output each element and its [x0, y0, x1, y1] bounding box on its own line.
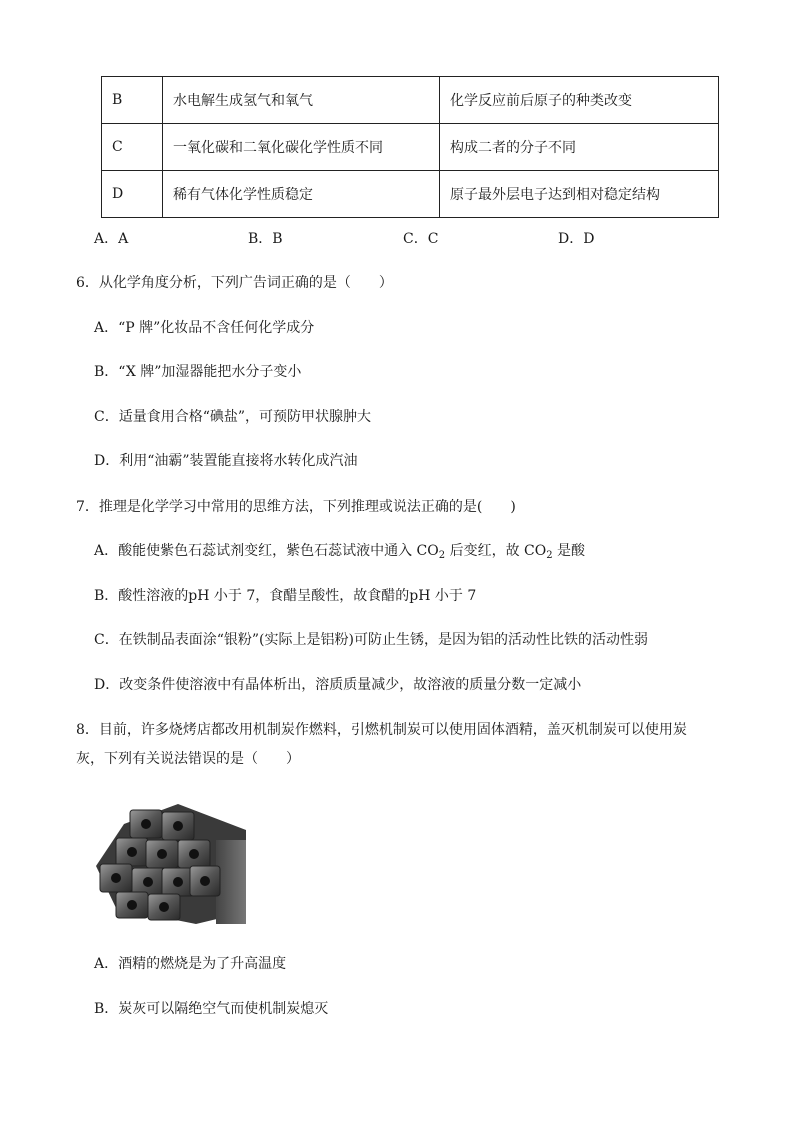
row-label: D: [102, 171, 163, 218]
q5-choice-a: A．A: [94, 231, 129, 247]
q5-choice-c: C．C: [403, 231, 439, 247]
row-explanation: 化学反应前后原子的种类改变: [440, 77, 719, 124]
q6-option-a: A．“P 牌”化妆品不含任何化学成分: [94, 320, 315, 336]
q6-option-b: B．“X 牌”加湿器能把水分子变小: [94, 364, 302, 380]
q7-option-d: D．改变条件使溶液中有晶体析出，溶质质量减少，故溶液的质量分数一定减小: [94, 677, 582, 693]
row-label: B: [102, 77, 163, 124]
q5-choice-b: B．B: [248, 231, 283, 247]
q5-choice-d: D．D: [558, 231, 595, 247]
q7-option-a: A．酸能使紫色石蕊试剂变红，紫色石蕊试液中通入 $CO_2$ 后变红，故 $CO_2$ 是酸: [94, 543, 586, 561]
row-fact: 水电解生成氢气和氧气: [163, 77, 440, 124]
q6-option-d: D．利用“油霸”装置能直接将水转化成汽油: [94, 453, 358, 469]
q7-option-b: B．酸性溶液的pH 小于 7，食醋呈酸性，故食醋的pH 小于 7: [94, 588, 477, 604]
table-row: [102, 77, 719, 124]
q8-option-b: B．炭灰可以隔绝空气而使机制炭熄灭: [94, 1001, 329, 1017]
row-label: C: [102, 124, 163, 171]
charcoal-briquettes-image: [96, 800, 250, 924]
q7-option-c: C．在铁制品表面涂“银粉”(实际上是铝粉)可防止生锈，是因为铝的活动性比铁的活动性弱: [94, 632, 648, 648]
q8-stem-line1: 8．目前，许多烧烤店都改用机制炭作燃料，引燃机制炭可以使用固体酒精，盖灭机制炭可以使用炭: [76, 722, 687, 738]
row-explanation: 构成二者的分子不同: [440, 124, 719, 171]
row-explanation: 原子最外层电子达到相对稳定结构: [440, 171, 719, 218]
row-fact: 稀有气体化学性质稳定: [163, 171, 440, 218]
q8-stem-line2: 灰，下列有关说法错误的是（ ）: [76, 751, 300, 767]
q7-stem: 7．推理是化学学习中常用的思维方法，下列推理或说法正确的是( ): [76, 499, 516, 515]
options-table: [101, 76, 719, 218]
q6-stem: 6．从化学角度分析，下列广告词正确的是（ ）: [76, 275, 393, 291]
table-row: [102, 171, 719, 218]
q8-option-a: A．酒精的燃烧是为了升高温度: [94, 956, 287, 972]
row-fact: 一氧化碳和二氧化碳化学性质不同: [163, 124, 440, 171]
table-row: [102, 124, 719, 171]
q6-option-c: C．适量食用合格“碘盐”，可预防甲状腺肿大: [94, 409, 372, 425]
